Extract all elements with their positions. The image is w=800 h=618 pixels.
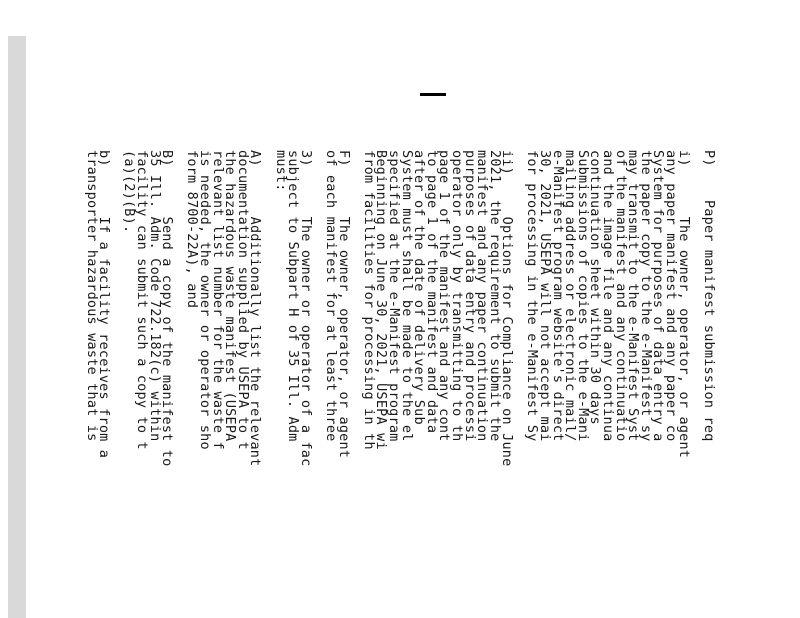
section-p-heading bbox=[702, 150, 715, 618]
text-line: Beginning on June 30, 2021, USEPA wi bbox=[373, 150, 390, 450]
paragraph-ii bbox=[360, 150, 516, 618]
text-line: and the image file and any continua bbox=[600, 150, 617, 442]
text-line: facility can submit such a copy to t bbox=[134, 150, 151, 450]
text-line: e-Manifest program website's direct bbox=[549, 150, 566, 442]
text-line: Submissions of copies to the e-Mani bbox=[574, 150, 591, 442]
text-line: 30, 2021, USEPA will not accept mai bbox=[537, 150, 554, 442]
text-line: must: bbox=[272, 150, 289, 192]
text-line: A) Additionally list the relevant bbox=[247, 150, 264, 467]
rotated-text-body bbox=[73, 150, 740, 618]
text-line: purposes of data entry and processi bbox=[461, 150, 478, 442]
text-line: form 8700-22A), and bbox=[184, 150, 201, 309]
text-line: B) Send a copy of the manifest to bbox=[159, 150, 176, 467]
paragraph-3 bbox=[274, 150, 312, 618]
text-line: transporter hazardous waste that is bbox=[83, 150, 100, 442]
scanned-page bbox=[83, 150, 750, 618]
text-line: from facilities for processing in th bbox=[360, 150, 377, 450]
text-line: documentation supplied by USEPA to t bbox=[234, 150, 251, 450]
text-line: 3) The owner or operator of a fac bbox=[297, 150, 314, 467]
text-line: 2021, the requirement to submit the bbox=[486, 150, 503, 442]
text-line: System must shall be made to the el bbox=[398, 150, 415, 442]
text-line: mailing address or electronic mail/ bbox=[562, 150, 579, 442]
text-line: page 1 of the manifest and any cont bbox=[436, 150, 453, 442]
text-line: operator only by transmitting to th bbox=[448, 150, 465, 442]
text-line: for processing in the e-Manifest Sy bbox=[524, 150, 541, 442]
text-line: b) If a facility receives from a bbox=[96, 150, 113, 459]
paragraph-i bbox=[526, 150, 690, 618]
paragraph-b-lower bbox=[83, 150, 113, 618]
paragraph-a bbox=[186, 150, 262, 618]
text-line: manifest and any paper continuation bbox=[474, 150, 491, 442]
text-line: of the manifest and any continuatio bbox=[612, 150, 629, 442]
text-line: is needed, the owner or operator sho bbox=[197, 150, 214, 450]
text-line: any paper manifest and any paper co bbox=[663, 150, 680, 442]
paragraph-f bbox=[323, 150, 352, 618]
text-line: of each manifest for at least three bbox=[323, 150, 339, 442]
text-line: P) Paper manifest submission req bbox=[700, 150, 717, 442]
text-line: 35 Ill. Adm. Code 722.182(c) within bbox=[146, 150, 163, 442]
text-line: after of the date of delivery Sub bbox=[411, 150, 428, 425]
text-line: may transmit to the e-Manifest Syst bbox=[625, 150, 642, 442]
text-line: (a)(2)(B). bbox=[121, 150, 138, 234]
text-line: the hazardous waste manifest (USEPA bbox=[222, 150, 239, 442]
scan-edge-strip bbox=[8, 36, 26, 618]
text-line: F) The owner, operator, or agent bbox=[335, 150, 352, 459]
text-line: System for purposes of data entry a bbox=[650, 150, 667, 442]
text-line: i) The owner, operator, or agent bbox=[675, 150, 692, 459]
text-line: continuation sheet within 30 days bbox=[587, 150, 604, 425]
text-line: the paper copy to the e-Manifest sy bbox=[637, 150, 654, 442]
text-line: relevant list number for the waste f bbox=[209, 150, 226, 450]
page-mark-dash bbox=[420, 93, 446, 96]
text-line: subject to Subpart H of 35 Ill. Adm bbox=[285, 150, 302, 442]
text-line: ii) Options for Compliance on June bbox=[499, 150, 516, 467]
text-line: specified at the e-Manifest program bbox=[385, 150, 402, 442]
paragraph-b bbox=[121, 150, 176, 618]
text-line: to page 1 of the manifest and data bbox=[423, 150, 440, 434]
